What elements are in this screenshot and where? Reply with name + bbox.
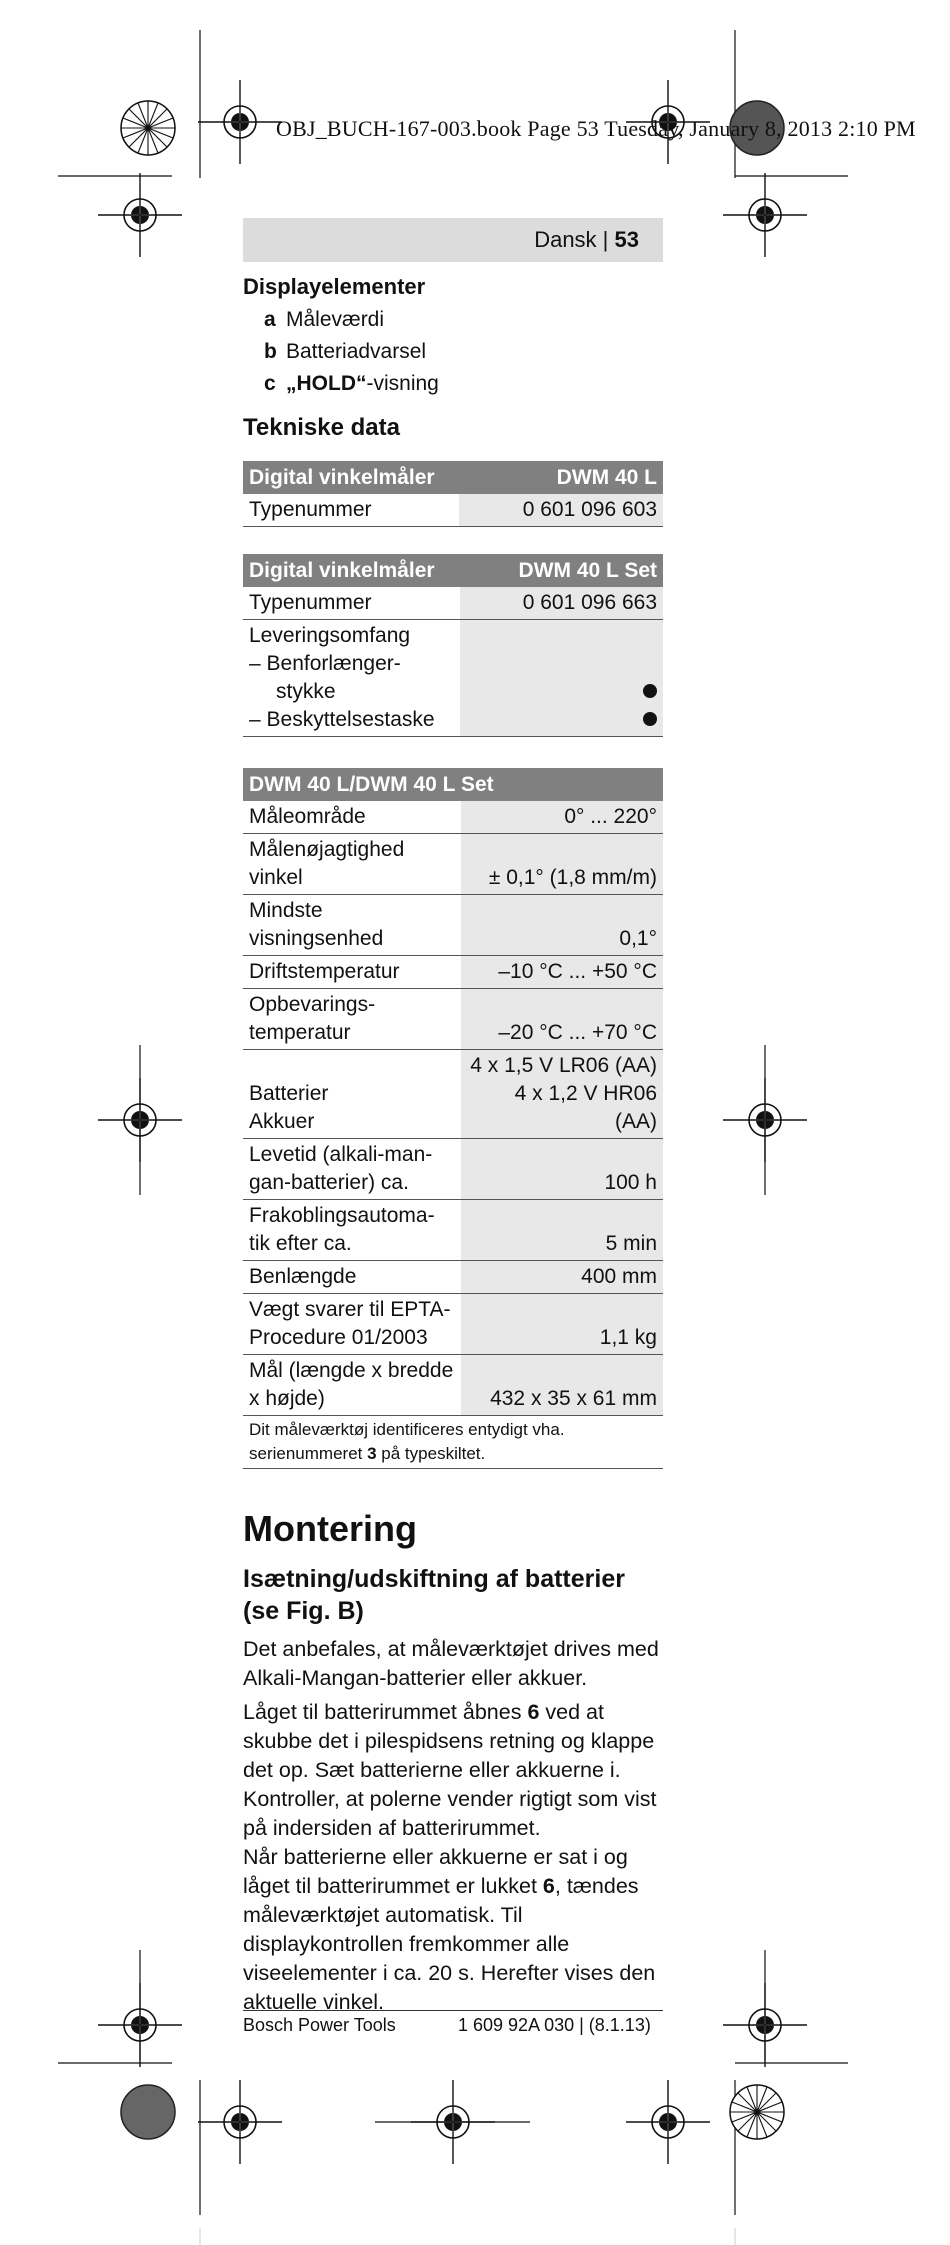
table-row: [243, 1050, 663, 1139]
list-item: a Måleværdi: [264, 308, 385, 331]
included-dot-icon: [643, 712, 657, 726]
row-value: 5 min: [461, 1200, 663, 1261]
spec-table-common: [243, 768, 663, 1469]
spec-table-dwm40l: [243, 461, 663, 527]
table-row: [243, 1261, 663, 1294]
battery-subheading: Isætning/udskiftning af batterier (se Fig. B): [243, 1565, 625, 1625]
footer-brand: Bosch Power Tools: [243, 2015, 396, 2035]
page-number: 53: [614, 227, 639, 252]
table-header-model: DWM 40 L: [459, 461, 663, 494]
paragraph: Når batterierne eller akkuerne er sat i og låget til batterirummet er lukket 6, tændes måleværktøjet automatisk. Til displaykontrollen fremkommer alle viseelementer i ca. 20 s. Herefter vises den aktuelle vinkel.: [243, 1845, 656, 2014]
row-value: 0° ... 220°: [461, 801, 663, 834]
header-text: Dansk | 53: [534, 227, 639, 252]
row-value: –10 °C ... +50 °C: [461, 956, 663, 989]
starburst-mark: [121, 101, 175, 155]
registration-mark: [723, 173, 807, 257]
table-row: [243, 1294, 663, 1355]
row-label: Driftstemperatur: [243, 956, 461, 989]
row-label: Levetid (alkali-man-gan-batterier) ca.: [243, 1139, 461, 1200]
footer-rule: [243, 2010, 663, 2011]
tech-data-heading: Tekniske data: [243, 414, 400, 441]
row-value: 400 mm: [461, 1261, 663, 1294]
starburst-mark: [730, 2085, 784, 2139]
footer-docnumber: 1 609 92A 030 | (8.1.13): [458, 2015, 651, 2035]
table-header-label: Digital vinkelmåler: [243, 461, 459, 494]
table-row: [243, 989, 663, 1050]
print-slug: OBJ_BUCH-167-003.book Page 53 Tuesday, January 8, 2013 2:10 PM: [276, 116, 916, 141]
row-value: ± 0,1° (1,8 mm/m): [461, 834, 663, 895]
running-header: [243, 218, 663, 262]
paragraph: Låget til batterirummet åbnes 6 ved at skubbe det i pilespidsens retning og klappe det op. Sæt batterierne eller akkuerne i. Kontroller, at polerne vender rigtigt som vist på indersiden af batterirummet.: [243, 1700, 657, 1840]
registration-mark: [198, 2080, 282, 2164]
spec-table-dwm40l-set: [243, 554, 663, 737]
row-value: 4 x 1,5 V LR06 (AA) 4 x 1,2 V HR06 (AA): [461, 1050, 663, 1139]
included-dot-icon: [643, 684, 657, 698]
table-header-model: DWM 40 L Set: [460, 554, 663, 587]
row-label: Mindste visningsenhed: [243, 895, 461, 956]
table-row: Typenummer 0 601 096 603: [243, 494, 663, 527]
paragraph: Det anbefales, at måleværktøjet drives med Alkali-Mangan-batterier eller akkuer.: [243, 1637, 659, 1690]
row-value: 432 x 35 x 61 mm: [461, 1355, 663, 1416]
display-elements-heading: Displayelementer: [243, 274, 426, 299]
row-value: 1,1 kg: [461, 1294, 663, 1355]
registration-mark: [198, 80, 282, 164]
table-row: [243, 801, 663, 834]
table-row: [243, 1139, 663, 1200]
row-label: Vægt svarer til EPTA-Procedure 01/2003: [243, 1294, 461, 1355]
table-row: [243, 834, 663, 895]
header-language: Dansk: [534, 227, 597, 252]
row-value: 0,1°: [461, 895, 663, 956]
gray-halftone-mark: [121, 2085, 175, 2139]
row-label: Mål (længde x bredde x højde): [243, 1355, 461, 1416]
table-note: Dit måleværktøj identificeres entydigt vha. serienummeret 3 på typeskiltet.: [243, 1416, 663, 1469]
table-row: Typenummer 0 601 096 663: [243, 587, 663, 620]
row-label: Opbevarings-temperatur: [243, 989, 461, 1050]
table-row: [243, 1200, 663, 1261]
row-value: 100 h: [461, 1139, 663, 1200]
row-label: Målenøjagtighed vinkel: [243, 834, 461, 895]
registration-mark: [98, 173, 182, 257]
registration-mark: [626, 2080, 710, 2164]
montering-heading: Montering: [243, 1508, 417, 1549]
list-item: b Batteriadvarsel: [264, 340, 427, 363]
row-value: –20 °C ... +70 °C: [461, 989, 663, 1050]
row-label: Måleområde: [243, 801, 461, 834]
table-row: Leveringsomfang – Benforlænger- stykke – Beskyttelsestaske: [243, 620, 663, 737]
list-item: c „HOLD“-visning: [264, 372, 439, 395]
table-header-label: DWM 40 L/DWM 40 L Set: [243, 768, 663, 801]
table-row: [243, 956, 663, 989]
table-row: [243, 1355, 663, 1416]
row-label: Frakoblingsautoma-tik efter ca.: [243, 1200, 461, 1261]
row-label: Benlængde: [243, 1261, 461, 1294]
table-header-label: Digital vinkelmåler: [243, 554, 460, 587]
table-row: [243, 895, 663, 956]
row-label: Batterier Akkuer: [243, 1050, 461, 1139]
